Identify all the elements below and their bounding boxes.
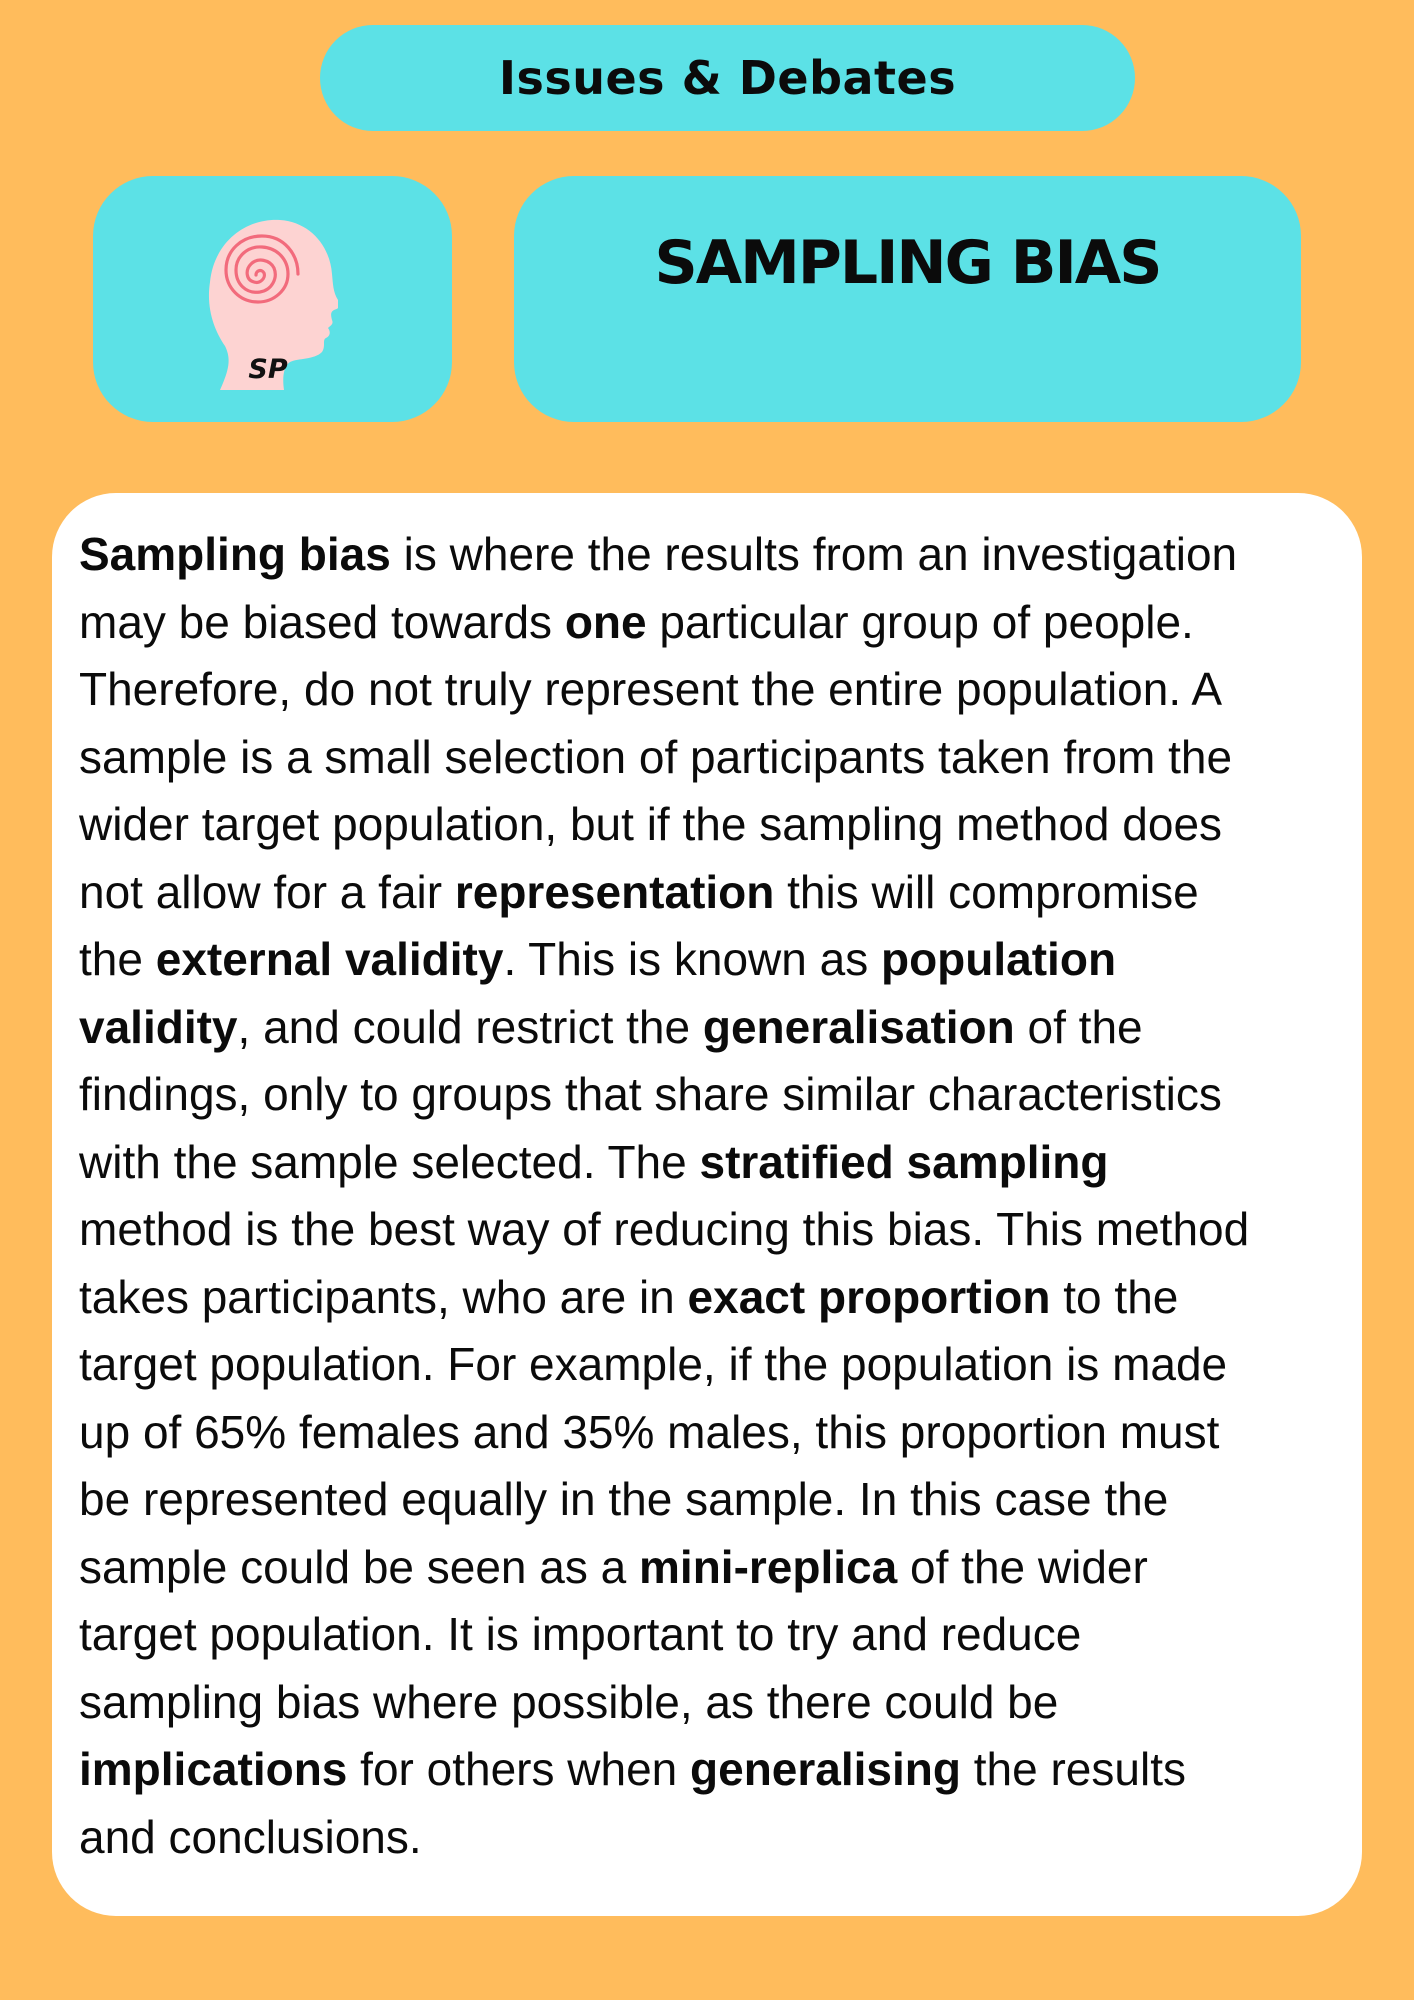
body-text-run: and conclusions. (79, 1810, 422, 1863)
bold-term: generalisation (702, 1000, 1015, 1053)
body-text-run: sample could be seen as a (79, 1540, 640, 1593)
body-text-run: target population. It is important to try and reduce (79, 1608, 1082, 1660)
bold-term: exact proportion (687, 1270, 1051, 1323)
body-text-run: Therefore, do not truly represent the entire population. A (79, 663, 1223, 715)
title-card (514, 176, 1301, 422)
page-title: SAMPLING BIAS (654, 228, 1161, 298)
body-text-run: with the sample selected. The (79, 1135, 700, 1188)
body-text-run: , and could restrict the (237, 1000, 703, 1053)
body-text-run: this will compromise (774, 865, 1199, 918)
topic-label: Issues & Debates (498, 51, 957, 105)
body-text-run: of the (1014, 1000, 1143, 1053)
body-text-run: is where the results from an investigation (390, 528, 1238, 580)
body-text-run: wider target population, but if the sampling method does (79, 798, 1223, 850)
body-text-run: not allow for a fair (79, 865, 455, 918)
bold-term: stratified sampling (699, 1135, 1109, 1188)
body-text-run: . This is known as (503, 933, 881, 985)
body-text-run: up of 65% females and 35% males, this proportion must (79, 1405, 1220, 1458)
body-text-run: may be biased towards (79, 595, 565, 648)
bold-term: generalising (690, 1743, 961, 1795)
body-text-run: method is the best way of reducing this bias. This method (79, 1203, 1250, 1255)
body-text-run: the results (960, 1743, 1186, 1795)
bold-term: mini-replica (639, 1540, 898, 1593)
body-text-run: be represented equally in the sample. In this case the (79, 1473, 1169, 1525)
topic-header (320, 25, 1135, 131)
body-text-run: target population. For example, if the population is made (79, 1338, 1228, 1390)
head-spiral-icon (198, 212, 338, 392)
bold-term: one (564, 595, 647, 648)
body-text-run: sampling bias where possible, as there could be (79, 1675, 1059, 1728)
body-text-run: the (79, 933, 156, 985)
bold-term: external validity (155, 933, 504, 985)
bold-term: population (880, 933, 1117, 985)
body-text-run: findings, only to groups that share similar characteristics (79, 1068, 1222, 1120)
logo-text: SP (248, 354, 288, 385)
bold-term: implications (79, 1743, 348, 1795)
body-text-run: for others when (347, 1743, 691, 1795)
bold-term: representation (454, 865, 775, 918)
logo-card (93, 176, 452, 422)
body-text-run: particular group of people. (646, 595, 1194, 648)
body-text-run: of the wider (897, 1540, 1148, 1593)
body-text-run: sample is a small selection of participants taken from the (79, 730, 1233, 783)
body-text (79, 521, 1349, 1871)
content-panel (52, 493, 1362, 1916)
body-text-run: takes participants, who are in (79, 1270, 688, 1323)
bold-term: Sampling bias (79, 528, 391, 580)
bold-term: validity (79, 1000, 238, 1053)
body-text-run: to the (1050, 1270, 1179, 1323)
